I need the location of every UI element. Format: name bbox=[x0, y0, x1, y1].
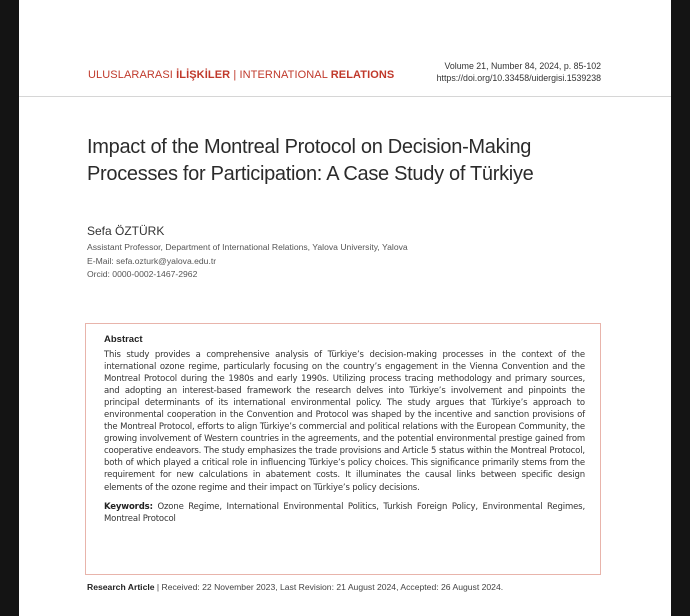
author-name: Sefa ÖZTÜRK bbox=[87, 224, 165, 238]
journal-name-separator: | bbox=[230, 69, 240, 81]
journal-name bbox=[88, 69, 394, 81]
article-type: Research Article bbox=[87, 582, 155, 592]
keywords bbox=[104, 501, 585, 525]
keywords-label: Keywords: bbox=[104, 501, 153, 512]
paper-page bbox=[19, 0, 671, 616]
journal-name-part4: RELATIONS bbox=[330, 69, 395, 81]
doi-link[interactable]: https://doi.org/10.33458/uidergisi.1539238 bbox=[436, 73, 601, 83]
paper-title: Impact of the Montreal Protocol on Decision-Making Processes for Participation: A Case Study of Türkiye bbox=[87, 136, 534, 185]
author-details bbox=[87, 241, 408, 282]
issue-meta bbox=[437, 60, 601, 84]
header-divider bbox=[19, 96, 671, 97]
abstract-box bbox=[85, 323, 601, 575]
author-orcid: Orcid: 0000-0002-1467-2962 bbox=[87, 269, 198, 279]
author-email[interactable]: E-Mail: sefa.ozturk@yalova.edu.tr bbox=[87, 255, 217, 266]
article-history bbox=[87, 582, 503, 592]
journal-name-part3: INTERNATIONAL bbox=[239, 69, 331, 81]
keywords-list: Ozone Regime, International Environmental Politics, Turkish Foreign Policy, Environmental Regimes, Montreal Protocol bbox=[104, 501, 585, 524]
abstract-text: This study provides a comprehensive analysis of Türkiye’s decision-making processes in the context of the international ozone regime, particularly focusing on the country’s engagement in the Vienna Convention and the Montreal Protocol during the 1980s and early 1990s. Utilizing process tracing methodology and primary sources, and adopting an interest-based framework the research delves into Türkiye’s involvement and pinpoints the principal determinants of its international environmental policy. The study argues that Türkiye’s approach to environmental cooperation in the Convention and Protocol was shaped by the incentive and sanction provisions of the Montreal Protocol, efforts to align Türkiye’s commercial and political relations with the European Community, the growing involvement of Western countries in the agreements, and the potential environmental prestige gained from cooperative endeavors. The study emphasizes the trade provisions and Article 5 status within the Montreal Protocol, both of which played a critical role in influencing Türkiye’s policy choices. This significance primarily stems from the requirement for new calculations in abatement costs. It illuminates the causal links between specific design elements of the ozone regime and their impact on Türkiye’s policy decisions. bbox=[104, 350, 585, 493]
author-position: Assistant Professor, Department of International Relations, Yalova University, Yalova bbox=[87, 242, 408, 252]
journal-name-part2: İLİŞKİLER bbox=[176, 69, 231, 81]
journal-name-part1: ULUSLARARASI bbox=[88, 69, 177, 81]
volume-info: Volume 21, Number 84, 2024, p. 85-102 bbox=[444, 61, 601, 71]
article-dates: | Received: 22 November 2023, Last Revision: 21 August 2024, Accepted: 26 August 2024. bbox=[154, 582, 504, 592]
abstract-heading: Abstract bbox=[104, 334, 143, 345]
